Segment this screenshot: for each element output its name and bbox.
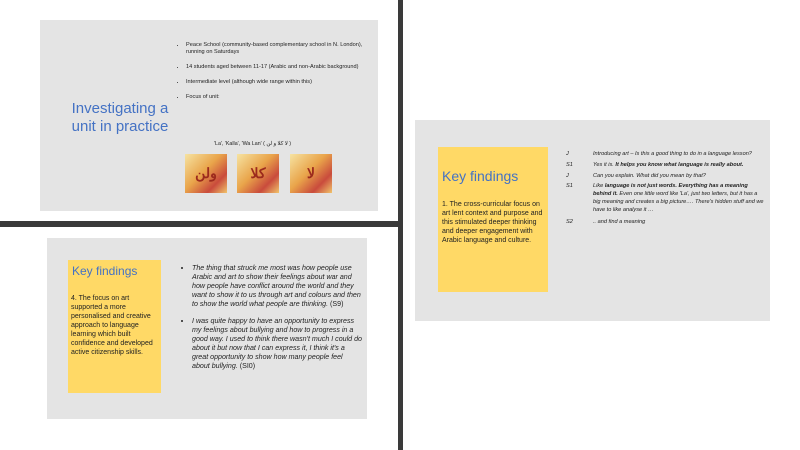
slide1-title: Investigating a unit in practice — [71, 100, 169, 135]
transcript-row — [566, 160, 766, 171]
slide2-title: Key findings — [72, 264, 138, 278]
transcript — [566, 149, 766, 228]
slide3-title: Key findings — [442, 168, 519, 184]
quote-text: I was quite happy to have an opportunity to express my feelings about bullying and how to progress in a good way. I used to think there wasn't much I could do about it but now that I can express it, I think it's a great opportunity to show how many people feel about bullying. — [192, 317, 362, 370]
bullet-item: • Peace School (community-based complementary school in N. London), running on Saturdays — [186, 42, 376, 56]
utterance: Like language is not just words. Everything has a meaning behind it. Even one little word like 'La', just two letters, but it has a big meaning and creates a big picture…. There's hidden stuff and we have to like analyse it … — [593, 183, 764, 213]
horizontal-divider — [0, 221, 400, 227]
calligraphy-artwork: ولن — [185, 154, 227, 193]
bullet-item: • Intermediate level (although wide range within this) — [186, 79, 376, 86]
calligraphy-artwork: كلا — [237, 154, 279, 193]
slide2-finding-text: 4. The focus on art supported a more personalised and creative approach to language learning which built confidence and developed active citizenship skills. — [71, 295, 153, 356]
speaker-label: J — [566, 151, 569, 157]
quote-text: The thing that struck me most was how people use Arabic and art to show their feelings about war and how people have conflict around the world and they want to show it to us through art and colours and then to show the world what people are thinking. — [192, 264, 361, 308]
utterance: Yes it is. It helps you know what language is really about. — [593, 162, 744, 168]
transcript-row — [566, 217, 766, 228]
utterance: Introducing art – Is this a good thing to do in a language lesson? — [593, 151, 752, 157]
slide2-quote-list — [186, 264, 362, 379]
calligraphy-artwork: لا — [290, 154, 332, 193]
transcript-row — [566, 171, 766, 182]
speaker-label: S2 — [566, 219, 573, 225]
speaker-label: S1 — [566, 183, 573, 189]
transcript-row — [566, 182, 766, 214]
quote-item — [192, 264, 362, 309]
quote-item — [192, 317, 362, 371]
focus-words: 'La', 'Kalla', 'Wa Lan' ( لا كلا و لن ) — [214, 141, 291, 147]
speaker-label: J — [566, 173, 569, 179]
quote-citation: (S9) — [330, 300, 344, 308]
utterance: Can you explain. What did you mean by that? — [593, 173, 706, 179]
quote-citation: (SI0) — [239, 362, 256, 370]
slide3-finding-text: 1. The cross-curricular focus on art lent context and purpose and this stimulated deeper thinking and deeper engagement with Arabic language and culture. — [442, 201, 543, 244]
bullet-item: • Focus of unit: — [186, 94, 376, 101]
utterance: .. and find a meaning — [593, 219, 646, 225]
speaker-label: S1 — [566, 162, 573, 168]
bullet-item: • 14 students aged between 11-17 (Arabic and non-Arabic background) — [186, 64, 376, 71]
slide1-bullet-list — [179, 42, 376, 109]
transcript-row — [566, 149, 766, 160]
